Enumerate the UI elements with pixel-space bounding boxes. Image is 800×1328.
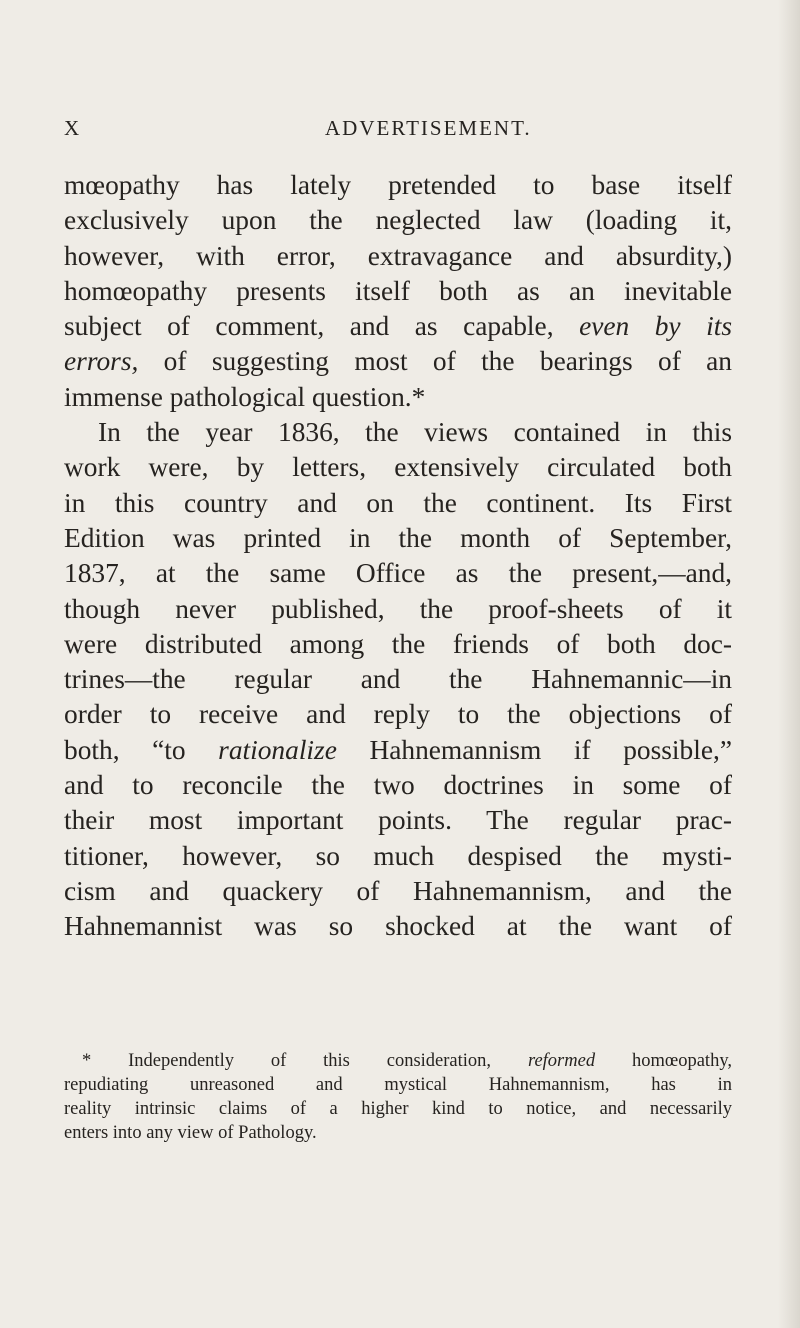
text-line: and to reconcile the two doctrines in some of <box>64 770 732 801</box>
page-number: X <box>64 116 82 140</box>
text-run: of suggesting most of the bearings of an <box>163 346 732 377</box>
text-line: though never published, the proof-sheets of it <box>64 593 732 624</box>
text-line: 1837, at the same Office as the present,—and, <box>64 558 732 589</box>
text-run: homœopathy, <box>631 1051 732 1071</box>
text-line <box>64 344 732 379</box>
text-line: mœopathy has lately pretended to base itself <box>64 170 732 200</box>
text-line <box>64 733 732 768</box>
text-line: Hahnemannist was so shocked at the want of <box>64 911 732 942</box>
italic-run: even by its <box>579 311 732 342</box>
text-line: however, with error, extravagance and absurdity,) <box>64 240 732 271</box>
text-run: both, “to <box>64 734 186 765</box>
footnote-line <box>64 1049 732 1073</box>
italic-run: reformed <box>527 1051 596 1071</box>
text-line: Edition was printed in the month of September, <box>64 522 732 553</box>
footnote-line: enters into any view of Pathology. <box>64 1123 317 1143</box>
text-run: Hahnemannism if possible,” <box>369 734 732 765</box>
text-line: their most important points. The regular prac- <box>64 805 732 836</box>
footnote <box>64 1049 732 1145</box>
body-text <box>64 168 732 945</box>
text-line: titioner, however, so much despised the mysti- <box>64 840 732 871</box>
text-run: * Independently of this consideration, <box>82 1051 492 1071</box>
footnote-line: reality intrinsic claims of a higher kind to notice, and necessarily <box>64 1099 732 1119</box>
text-line: in this country and on the continent. Its First <box>64 487 732 518</box>
footnote-line: repudiating unreasoned and mystical Hahnemannism, has in <box>64 1075 732 1095</box>
text-line: order to receive and reply to the objections of <box>64 699 732 730</box>
page-edge-shadow <box>778 0 800 1328</box>
text-line: cism and quackery of Hahnemannism, and the <box>64 875 732 906</box>
text-line: were distributed among the friends of both doc- <box>64 628 732 659</box>
text-line: immense pathological question.* <box>64 381 426 412</box>
italic-run: errors, <box>64 346 139 377</box>
text-line: In the year 1836, the views contained in this <box>98 417 732 448</box>
running-head-title: ADVERTISEMENT. <box>325 116 532 140</box>
text-line: trines—the regular and the Hahnemannic—in <box>64 664 732 695</box>
text-line <box>64 309 732 344</box>
running-head <box>64 116 732 144</box>
text-line: work were, by letters, extensively circulated both <box>64 452 732 483</box>
text-line: homœopathy presents itself both as an inevitable <box>64 275 732 306</box>
text-line: exclusively upon the neglected law (loading it, <box>64 205 732 236</box>
italic-run: rationalize <box>218 734 337 765</box>
text-run: subject of comment, and as capable, <box>64 311 554 342</box>
